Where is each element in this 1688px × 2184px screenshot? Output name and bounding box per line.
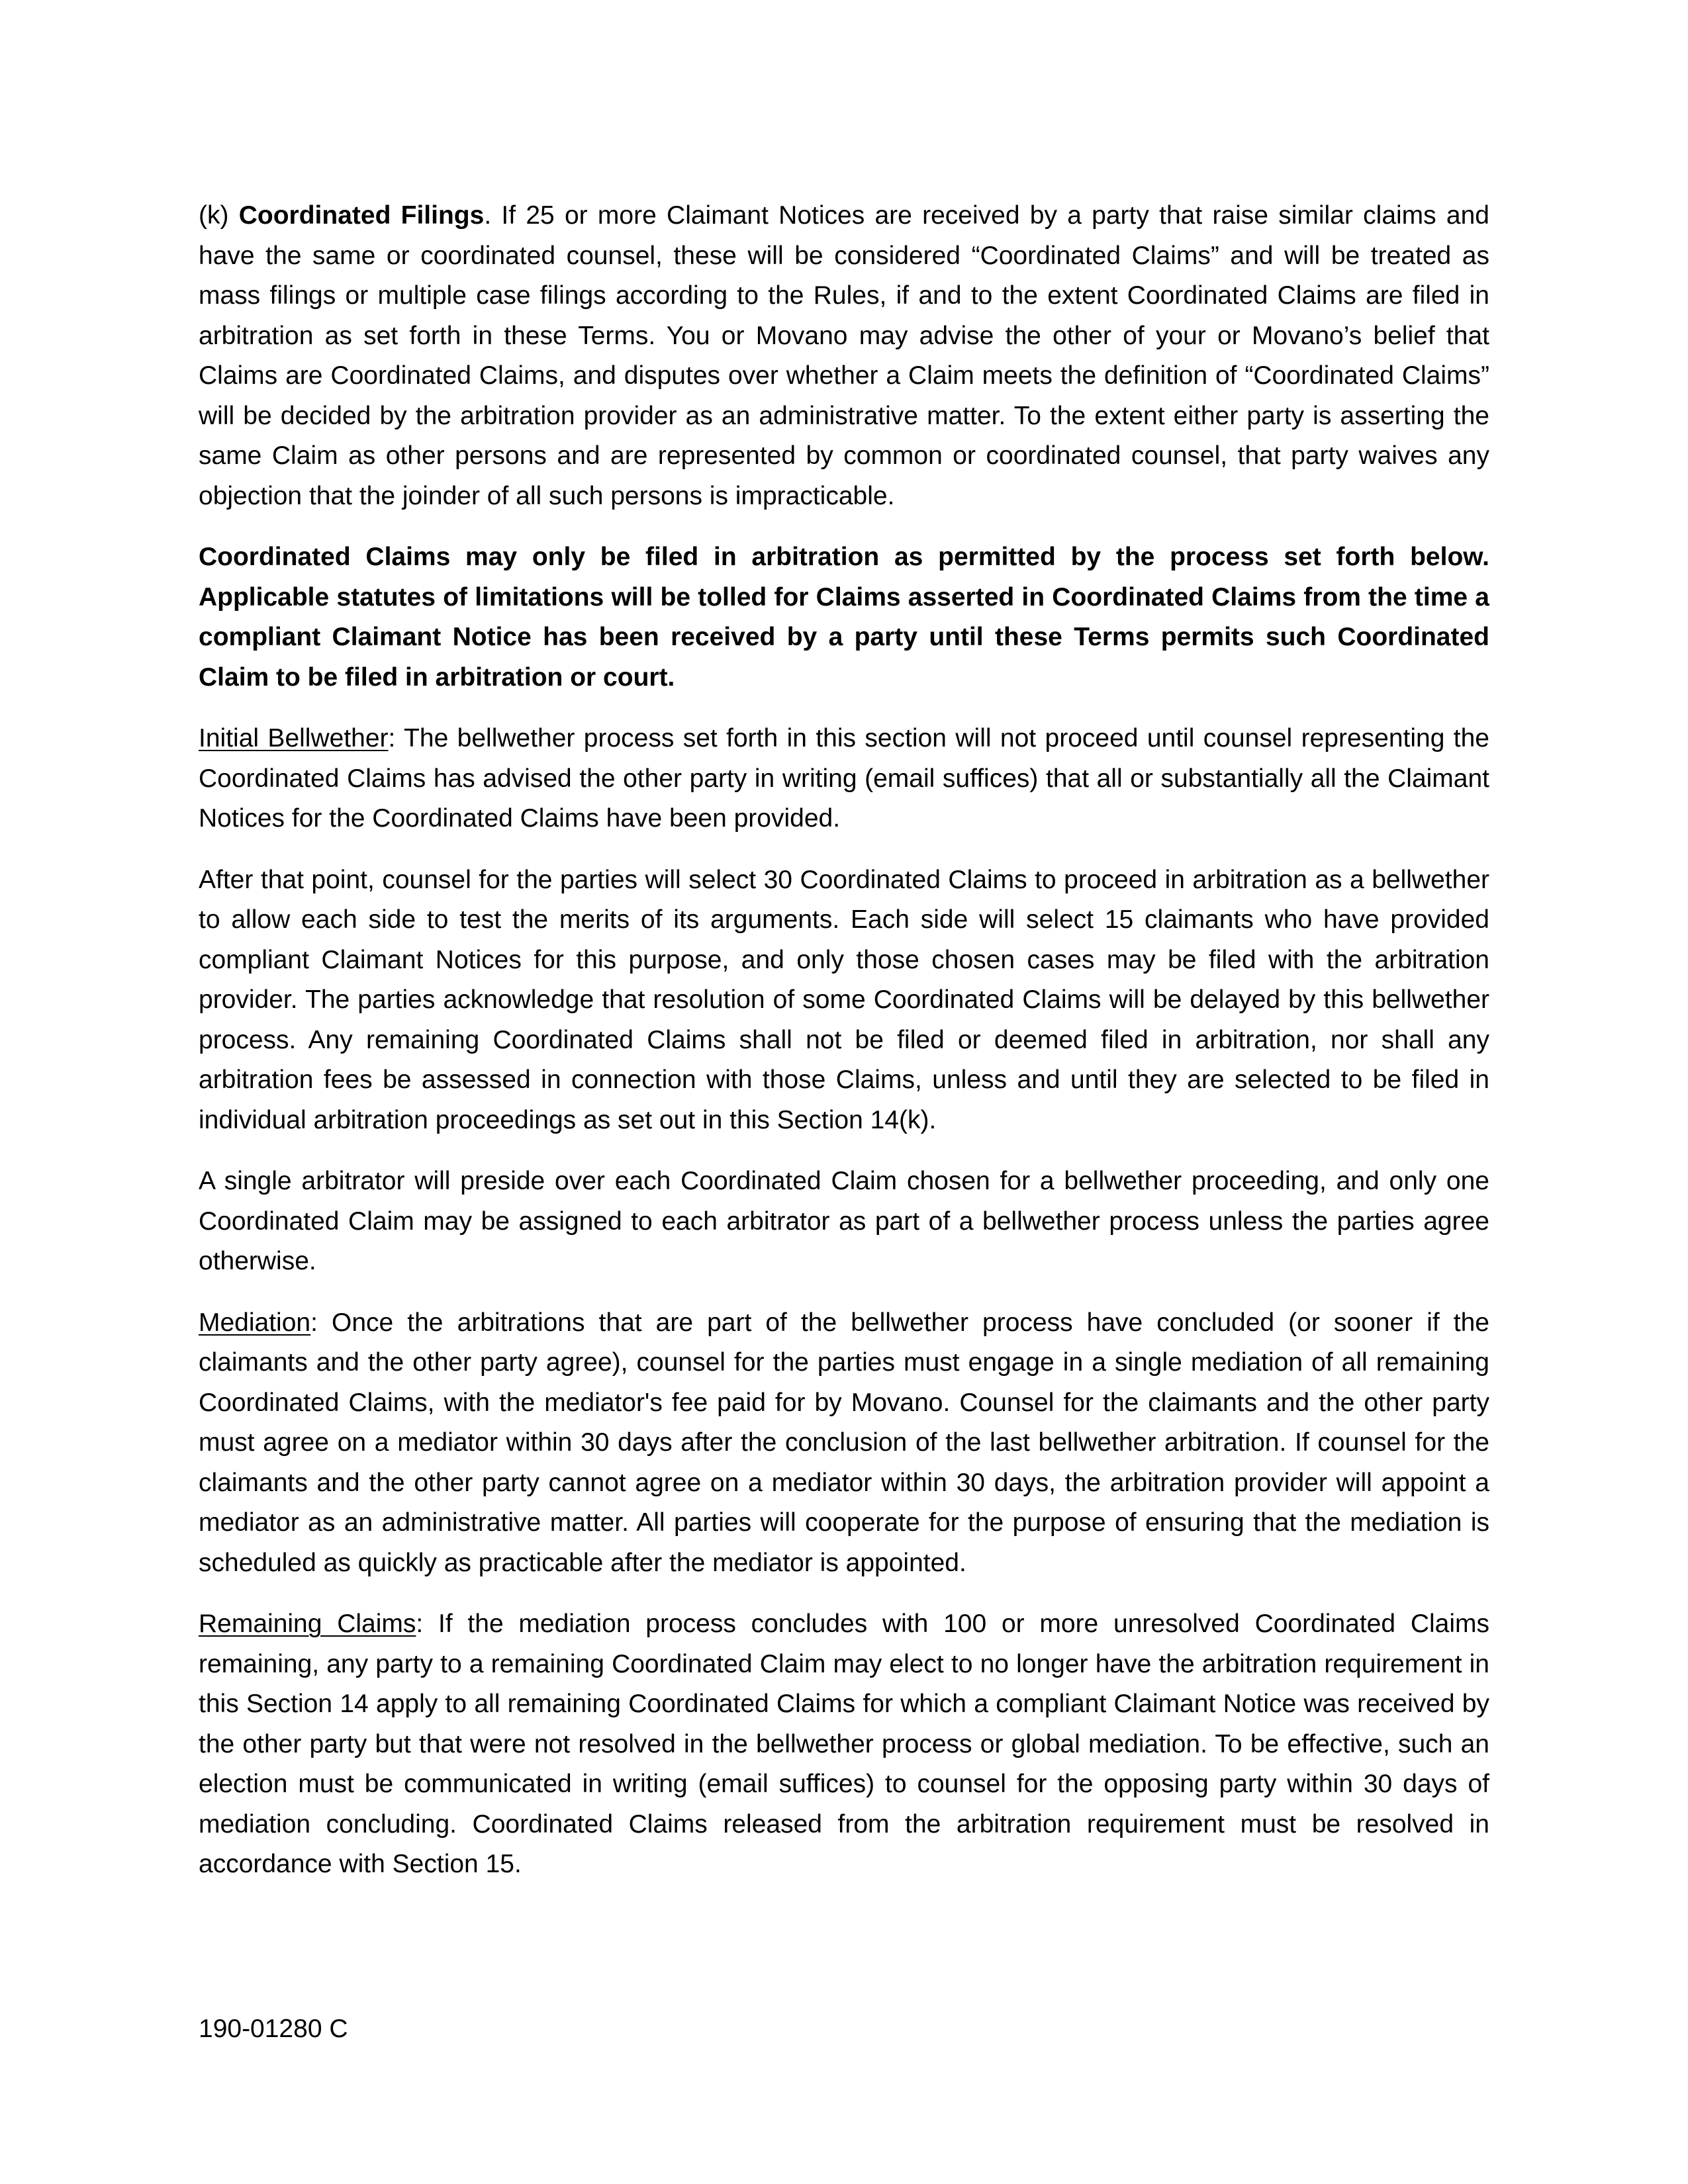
subheading-initial-bellwether: Initial Bellwether — [199, 724, 389, 752]
paragraph-single-arbitrator: A single arbitrator will preside over each Coordinated Claim chosen for a bellwether proceeding, and only one Coordinated Claim may be assigned to each arbitrator as part of a bellwether process unless the parties agree otherwise. — [199, 1167, 1489, 1275]
paragraph-text: : The bellwether process set forth in this section will not proceed until counsel representing the Coordinated Claims has advised the other party in writing (email suffices) that all or substantially all the Claimant Notices for the Coordinated Claims have been provided. — [199, 724, 1490, 833]
subheading-mediation: Mediation — [199, 1308, 311, 1337]
paragraph-text: : If the mediation process concludes with 100 or more unresolved Coordinated Claims remaining, any party to a remaining Coordinated Claim may elect to no longer have the arbitration requirement in this Section 14 apply to all remaining Coordinated Claims for which a compliant Claimant Notice was received by the other party but that were not resolved in the bellwether process or global mediation. To be effective, such an election must be communicated in writing (email suffices) to counsel for the opposing party within 30 days of mediation concluding. Coordinated Claims released from the arbitration requirement must be resolved in accordance with Section 15. — [199, 1610, 1490, 1878]
subheading-remaining-claims: Remaining Claims — [199, 1610, 416, 1638]
paragraph-after-that-point: After that point, counsel for the parties will select 30 Coordinated Claims to proceed in arbitration as a bellwether to allow each side to test the merits of its arguments. Each side will select 15 claimants who have provided compliant Claimant Notices for this purpose, and only those chosen cases may be filed with the arbitration provider. The parties acknowledge that resolution of some Coordinated Claims will be delayed by this bellwether process. Any remaining Coordinated Claims shall not be filed or deemed filed in arbitration, nor shall any arbitration fees be assessed in connection with those Claims, unless and until they are selected to be filed in individual arbitration proceedings as set out in this Section 14(k). — [199, 865, 1489, 1134]
document-body — [199, 196, 1489, 1906]
paragraph-mediation — [199, 1303, 1489, 1584]
paragraph-text: : Once the arbitrations that are part of the bellwether process have concluded (or sooner if the claimants and the other party agree), counsel for the parties must engage in a single mediation of all remaining Coordinated Claims, with the mediator's fee paid for by Movano. Counsel for the claimants and the other party must agree on a mediator within 30 days after the conclusion of the last bellwether arbitration. If counsel for the claimants and the other party cannot agree on a mediator within 30 days, the arbitration provider will appoint a mediator as an administrative matter. All parties will cooperate for the purpose of ensuring that the mediation is scheduled as quickly as practicable after the mediator is appointed. — [199, 1308, 1489, 1577]
document-footer-code: 190-01280 C — [199, 2015, 348, 2043]
paragraph-bold-notice: Coordinated Claims may only be filed in arbitration as permitted by the process set forth below. Applicable statutes of limitations will be tolled for Claims asserted in Coordinated Claims from the time a compliant Claimant Notice has been received by a party until these Terms permits such Coordinated Claim to be filed in arbitration or court. — [199, 543, 1489, 692]
section-heading-coordinated-filings: Coordinated Filings — [238, 201, 485, 230]
paragraph-remaining-claims — [199, 1604, 1489, 1885]
paragraph-coordinated-filings — [199, 196, 1489, 516]
paragraph-text: . If 25 or more Claimant Notices are received by a party that raise similar claims and have the same or coordinated counsel, these will be considered “Coordinated Claims” and will be treated as mass filings or multiple case filings according to the Rules, if and to the extent Coordinated Claims are filed in arbitration as set forth in these Terms. You or Movano may advise the other of your or Movano’s belief that Claims are Coordinated Claims, and disputes over whether a Claim meets the definition of “Coordinated Claims” will be decided by the arbitration provider as an administrative matter. To the extent either party is asserting the same Claim as other persons and are represented by common or coordinated counsel, that party waives any objection that the joinder of all such persons is impracticable. — [199, 201, 1489, 510]
section-label: (k) — [199, 201, 239, 230]
paragraph-initial-bellwether — [199, 719, 1489, 839]
